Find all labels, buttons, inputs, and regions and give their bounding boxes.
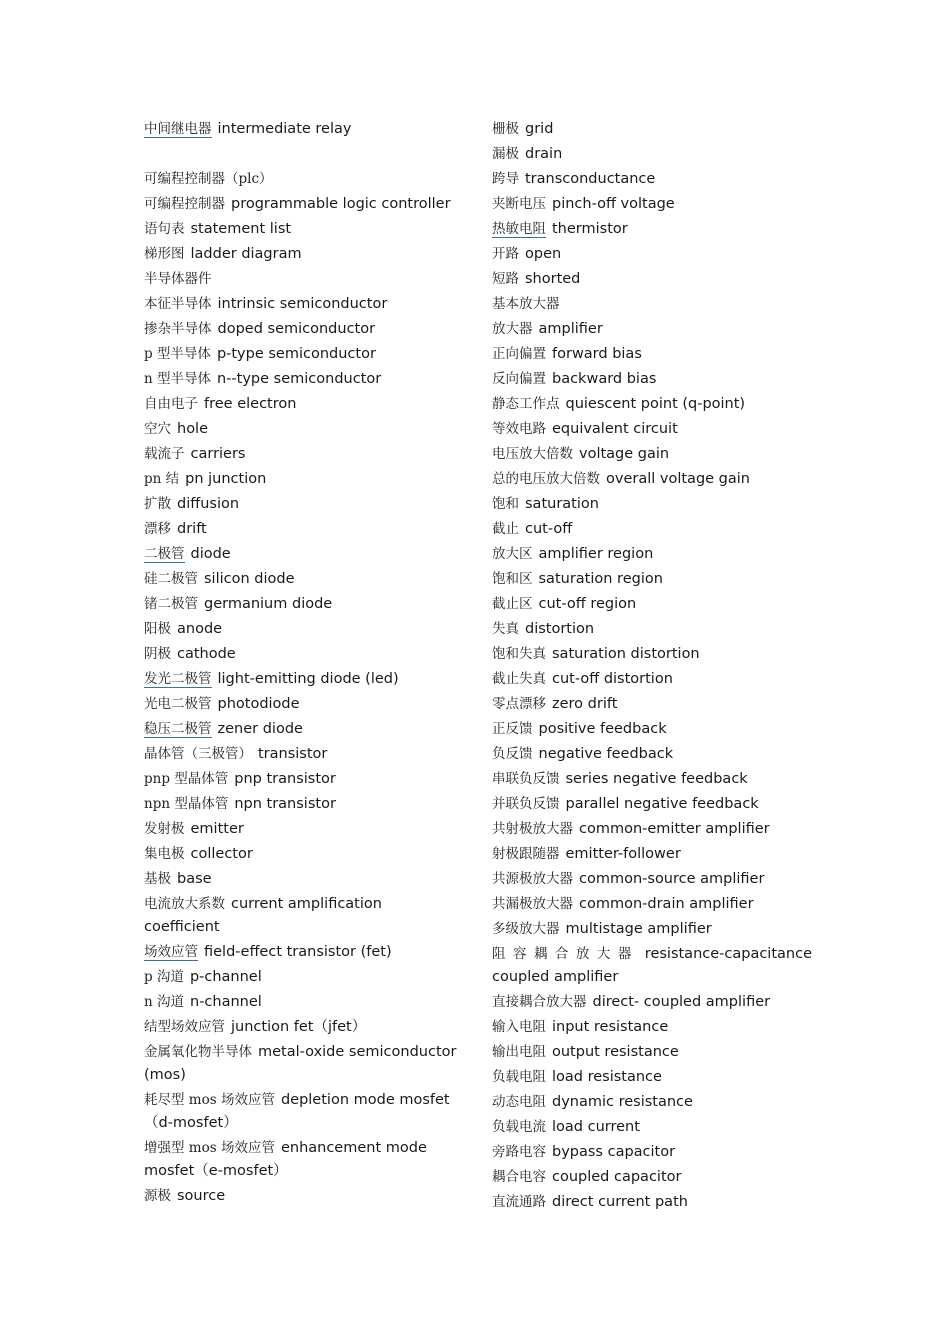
- glossary-entry: [144, 1016, 458, 1039]
- glossary-entry: [144, 966, 458, 989]
- term-chinese: 基本放大器: [492, 296, 560, 312]
- glossary-entry: [144, 941, 458, 964]
- term-chinese: 耗尽型 mos 场效应管: [144, 1092, 275, 1108]
- term-chinese: 串联负反馈: [492, 771, 560, 787]
- term-english: grid: [525, 121, 554, 137]
- term-english: amplifier region: [538, 546, 654, 562]
- term-chinese-link[interactable]: 场效应管: [144, 944, 198, 960]
- term-english: equivalent circuit: [552, 421, 678, 437]
- term-english: free electron: [204, 396, 297, 412]
- glossary-entry: [144, 518, 458, 541]
- term-english: hole: [177, 421, 209, 437]
- term-chinese: 静态工作点: [492, 396, 560, 412]
- glossary-entry: [492, 343, 812, 366]
- glossary-entry: [144, 118, 458, 141]
- term-english: doped semiconductor: [217, 321, 376, 337]
- term-english: common-emitter amplifier: [579, 821, 770, 837]
- term-english: quiescent point (q-point): [565, 396, 746, 412]
- term-chinese: 截止区: [492, 596, 533, 612]
- glossary-entry: [492, 318, 812, 341]
- glossary-entry: [492, 693, 812, 716]
- term-chinese: 总的电压放大倍数: [492, 471, 600, 487]
- term-english: coupled capacitor: [552, 1169, 682, 1185]
- term-english: load resistance: [552, 1069, 662, 1085]
- term-chinese: 阻容耦合放大器: [492, 946, 639, 962]
- glossary-entry: [492, 943, 812, 989]
- term-english: p-channel: [189, 969, 262, 985]
- term-chinese-link[interactable]: 二极管: [144, 546, 185, 562]
- term-english: intermediate relay: [217, 121, 352, 137]
- term-chinese: 共源极放大器: [492, 871, 573, 887]
- term-chinese: pnp 型晶体管: [144, 771, 229, 787]
- term-english: backward bias: [552, 371, 657, 387]
- term-chinese: 锗二极管: [144, 596, 198, 612]
- glossary-entry: [492, 393, 812, 416]
- glossary-entry: [144, 368, 458, 391]
- glossary-entry: [492, 1016, 812, 1039]
- glossary-entry: [144, 343, 458, 366]
- term-english: cut-off distortion: [552, 671, 673, 687]
- term-english: thermistor: [552, 221, 628, 237]
- term-chinese: 增强型 mos 场效应管: [144, 1140, 275, 1156]
- glossary-entry: [144, 768, 458, 791]
- term-english: n-channel: [190, 994, 262, 1010]
- term-chinese: n 沟道: [144, 994, 184, 1010]
- glossary-entry: [144, 1185, 458, 1208]
- term-english: shorted: [525, 271, 581, 287]
- left-glossary-column: [144, 118, 458, 1210]
- glossary-entry: [144, 543, 458, 566]
- glossary-entry: [492, 1191, 812, 1214]
- right-glossary-column: [492, 118, 812, 1216]
- glossary-entry: [492, 1116, 812, 1139]
- term-chinese: 正反馈: [492, 721, 533, 737]
- term-english: input resistance: [552, 1019, 669, 1035]
- term-chinese: 本征半导体: [144, 296, 212, 312]
- glossary-entry: [492, 618, 812, 641]
- glossary-entry: [492, 893, 812, 916]
- glossary-entry: [144, 868, 458, 891]
- glossary-entry: [144, 793, 458, 816]
- term-chinese: 扩散: [144, 496, 171, 512]
- term-english: junction fet（jfet）: [231, 1019, 367, 1035]
- term-chinese: npn 型晶体管: [144, 796, 229, 812]
- glossary-entry: [144, 193, 458, 216]
- glossary-entry: [492, 493, 812, 516]
- glossary-entry: [492, 718, 812, 741]
- term-english: photodiode: [217, 696, 300, 712]
- term-chinese-link[interactable]: 热敏电阻: [492, 221, 546, 237]
- term-chinese: pn 结: [144, 471, 180, 487]
- glossary-entry: [492, 143, 812, 166]
- glossary-entry: [144, 468, 458, 491]
- term-english: resistance-capacitance coupled amplifier: [492, 946, 812, 985]
- term-chinese: 饱和失真: [492, 646, 546, 662]
- glossary-entry: [492, 991, 812, 1014]
- term-chinese: 放大器: [492, 321, 533, 337]
- term-english: positive feedback: [538, 721, 667, 737]
- term-chinese: 可编程控制器: [144, 196, 225, 212]
- glossary-entry: [492, 818, 812, 841]
- glossary-entry: [492, 793, 812, 816]
- glossary-entry: [492, 1091, 812, 1114]
- glossary-entry: [144, 643, 458, 666]
- glossary-entry: [144, 318, 458, 341]
- glossary-entry: [144, 818, 458, 841]
- term-chinese-link[interactable]: 中间继电器: [144, 121, 212, 137]
- term-chinese: 零点漂移: [492, 696, 546, 712]
- term-english: multistage amplifier: [565, 921, 712, 937]
- term-chinese: 旁路电容: [492, 1144, 546, 1160]
- term-chinese: 共漏极放大器: [492, 896, 573, 912]
- term-chinese: 射极跟随器: [492, 846, 560, 862]
- term-english: emitter-follower: [565, 846, 681, 862]
- glossary-entry: [492, 418, 812, 441]
- glossary-entry: [492, 193, 812, 216]
- term-chinese: 漂移: [144, 521, 171, 537]
- glossary-entry: [144, 618, 458, 641]
- term-english: metal-oxide semiconductor (mos): [144, 1044, 457, 1083]
- term-chinese-link[interactable]: 发光二极管: [144, 671, 212, 687]
- term-chinese: 发射极: [144, 821, 185, 837]
- term-chinese: 并联负反馈: [492, 796, 560, 812]
- glossary-entry: [144, 593, 458, 616]
- term-english: bypass capacitor: [552, 1144, 676, 1160]
- term-english: amplifier: [538, 321, 603, 337]
- term-chinese: 阳极: [144, 621, 171, 637]
- glossary-entry: [144, 743, 458, 766]
- glossary-entry: [492, 1166, 812, 1189]
- term-chinese-link[interactable]: 稳压二极管: [144, 721, 212, 737]
- glossary-entry: [492, 293, 812, 316]
- term-english: silicon diode: [204, 571, 295, 587]
- term-chinese: 输入电阻: [492, 1019, 546, 1035]
- glossary-entry: [144, 443, 458, 466]
- term-chinese: 输出电阻: [492, 1044, 546, 1060]
- term-english: pn junction: [185, 471, 267, 487]
- term-english: programmable logic controller: [231, 196, 451, 212]
- term-english: diode: [190, 546, 231, 562]
- term-chinese: 晶体管（三极管）: [144, 746, 252, 762]
- term-chinese: 共射极放大器: [492, 821, 573, 837]
- glossary-entry: [144, 293, 458, 316]
- glossary-entry: [492, 1041, 812, 1064]
- term-english: zener diode: [217, 721, 303, 737]
- glossary-entry: [144, 718, 458, 741]
- term-chinese: 梯形图: [144, 246, 185, 262]
- term-english: npn transistor: [234, 796, 336, 812]
- glossary-entry: [492, 743, 812, 766]
- term-chinese: 电流放大系数: [144, 896, 225, 912]
- term-chinese: 半导体器件: [144, 271, 212, 287]
- glossary-entry: [492, 368, 812, 391]
- glossary-entry: [492, 218, 812, 241]
- glossary-entry: [144, 493, 458, 516]
- glossary-entry: [144, 243, 458, 266]
- glossary-entry: [144, 1089, 458, 1135]
- term-english: series negative feedback: [565, 771, 748, 787]
- term-chinese: 直接耦合放大器: [492, 994, 587, 1010]
- term-chinese: 集电极: [144, 846, 185, 862]
- glossary-entry: [492, 918, 812, 941]
- term-english: voltage gain: [579, 446, 670, 462]
- term-chinese: 正向偏置: [492, 346, 546, 362]
- term-english: anode: [177, 621, 223, 637]
- term-english: open: [525, 246, 562, 262]
- term-english: current amplification coefficient: [144, 896, 382, 935]
- term-chinese: 开路: [492, 246, 519, 262]
- glossary-entry: [492, 643, 812, 666]
- term-chinese: p 型半导体: [144, 346, 211, 362]
- term-english: dynamic resistance: [552, 1094, 693, 1110]
- term-chinese: 失真: [492, 621, 519, 637]
- term-english: emitter: [190, 821, 244, 837]
- term-english: diffusion: [177, 496, 240, 512]
- term-english: carriers: [190, 446, 246, 462]
- term-english: collector: [190, 846, 253, 862]
- term-english: cut-off region: [538, 596, 637, 612]
- term-english: distortion: [525, 621, 595, 637]
- term-english: load current: [552, 1119, 640, 1135]
- term-chinese: 光电二极管: [144, 696, 212, 712]
- glossary-entry: [144, 668, 458, 691]
- term-english: cut-off: [525, 521, 573, 537]
- term-chinese: n 型半导体: [144, 371, 211, 387]
- term-english: zero drift: [552, 696, 618, 712]
- term-chinese: 语句表: [144, 221, 185, 237]
- term-english: intrinsic semiconductor: [217, 296, 388, 312]
- term-chinese: 夹断电压: [492, 196, 546, 212]
- glossary-entry: [144, 693, 458, 716]
- glossary-entry: [492, 118, 812, 141]
- glossary-entry: [144, 991, 458, 1014]
- term-english: depletion mode mosfet（d-mosfet）: [144, 1092, 450, 1131]
- term-chinese: 饱和: [492, 496, 519, 512]
- glossary-entry: [492, 843, 812, 866]
- glossary-entry: [144, 168, 458, 191]
- glossary-entry: [492, 1066, 812, 1089]
- term-chinese: 多级放大器: [492, 921, 560, 937]
- term-chinese: 跨导: [492, 171, 519, 187]
- term-english: light-emitting diode (led): [217, 671, 399, 687]
- glossary-entry: [492, 518, 812, 541]
- term-english: saturation region: [538, 571, 663, 587]
- term-english: saturation: [525, 496, 599, 512]
- term-english: direct- coupled amplifier: [592, 994, 771, 1010]
- glossary-entry: [492, 443, 812, 466]
- term-chinese: 基极: [144, 871, 171, 887]
- term-chinese: 耦合电容: [492, 1169, 546, 1185]
- term-english: ladder diagram: [190, 246, 302, 262]
- glossary-entry: [492, 268, 812, 291]
- term-chinese: 截止失真: [492, 671, 546, 687]
- term-chinese: 源极: [144, 1188, 171, 1204]
- glossary-entry: [144, 268, 458, 291]
- glossary-entry: [144, 1041, 458, 1087]
- term-english: field-effect transistor (fet): [204, 944, 392, 960]
- term-chinese: 饱和区: [492, 571, 533, 587]
- term-english: parallel negative feedback: [565, 796, 759, 812]
- term-english: output resistance: [552, 1044, 679, 1060]
- term-chinese: 掺杂半导体: [144, 321, 212, 337]
- term-english: statement list: [190, 221, 292, 237]
- term-english: transconductance: [525, 171, 656, 187]
- term-chinese: 栅极: [492, 121, 519, 137]
- glossary-entry: [144, 1137, 458, 1183]
- glossary-entry: [492, 468, 812, 491]
- term-english: enhancement mode mosfet（e-mosfet）: [144, 1140, 427, 1179]
- term-chinese: 直流通路: [492, 1194, 546, 1210]
- term-chinese: 反向偏置: [492, 371, 546, 387]
- term-english: pnp transistor: [234, 771, 336, 787]
- glossary-entry: [144, 893, 458, 939]
- term-chinese: 硅二极管: [144, 571, 198, 587]
- term-english: germanium diode: [204, 596, 333, 612]
- term-english: source: [177, 1188, 226, 1204]
- term-chinese: 结型场效应管: [144, 1019, 225, 1035]
- term-chinese: p 沟道: [144, 969, 184, 985]
- term-chinese: 漏极: [492, 146, 519, 162]
- term-chinese: 负载电阻: [492, 1069, 546, 1085]
- term-english: drain: [525, 146, 563, 162]
- glossary-entry: [144, 393, 458, 416]
- glossary-entry: [144, 218, 458, 241]
- term-english: transistor: [258, 746, 328, 762]
- term-english: overall voltage gain: [606, 471, 750, 487]
- term-english: pinch-off voltage: [552, 196, 675, 212]
- term-chinese: 阴极: [144, 646, 171, 662]
- term-english: negative feedback: [538, 746, 674, 762]
- glossary-entry: [492, 168, 812, 191]
- term-chinese: 金属氧化物半导体: [144, 1044, 252, 1060]
- term-chinese: 电压放大倍数: [492, 446, 573, 462]
- term-chinese: 短路: [492, 271, 519, 287]
- glossary-entry: [144, 418, 458, 441]
- term-english: cathode: [177, 646, 236, 662]
- term-english: common-drain amplifier: [579, 896, 754, 912]
- glossary-entry: [492, 568, 812, 591]
- term-chinese: 空穴: [144, 421, 171, 437]
- term-english: forward bias: [552, 346, 642, 362]
- term-chinese: 可编程控制器（plc）: [144, 171, 273, 187]
- term-chinese: 载流子: [144, 446, 185, 462]
- glossary-entry: [492, 543, 812, 566]
- glossary-entry: [492, 868, 812, 891]
- glossary-entry: [492, 768, 812, 791]
- term-english: saturation distortion: [552, 646, 700, 662]
- term-english: direct current path: [552, 1194, 688, 1210]
- glossary-entry: [492, 593, 812, 616]
- term-english: common-source amplifier: [579, 871, 765, 887]
- term-english: p-type semiconductor: [216, 346, 376, 362]
- term-chinese: 自由电子: [144, 396, 198, 412]
- term-chinese: 放大区: [492, 546, 533, 562]
- term-chinese: 截止: [492, 521, 519, 537]
- glossary-entry: [144, 843, 458, 866]
- glossary-entry: [492, 668, 812, 691]
- glossary-entry: [492, 1141, 812, 1164]
- term-chinese: 负反馈: [492, 746, 533, 762]
- glossary-entry: [144, 568, 458, 591]
- term-english: n--type semiconductor: [217, 371, 382, 387]
- term-english: base: [177, 871, 212, 887]
- glossary-entry: [492, 243, 812, 266]
- term-chinese: 等效电路: [492, 421, 546, 437]
- term-chinese: 负载电流: [492, 1119, 546, 1135]
- term-english: drift: [177, 521, 207, 537]
- term-chinese: 动态电阻: [492, 1094, 546, 1110]
